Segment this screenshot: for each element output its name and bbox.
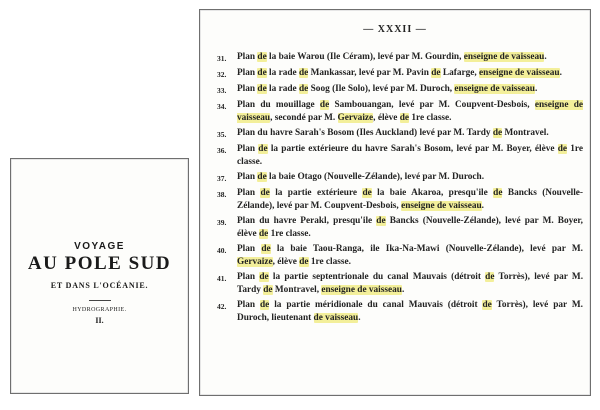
title-volume: II. — [95, 316, 104, 325]
search-highlight: de — [257, 84, 267, 94]
entry-text — [237, 215, 583, 241]
list-item — [217, 187, 583, 213]
entry-number: 39. — [217, 218, 227, 227]
title-subtitle: ET DANS L'OCÉANIE. — [50, 281, 149, 290]
search-highlight: de — [258, 229, 269, 239]
text-segment: Plan — [237, 172, 258, 182]
search-highlight: de — [299, 68, 309, 78]
text-segment: Sambouangan, levé par M. Coupvent-Desbois, — [329, 100, 535, 110]
entry-text — [237, 99, 583, 125]
text-segment: la partie septentrionale du canal Mauvais (détroit — [268, 272, 486, 282]
text-segment: Plan du mouillage — [237, 100, 320, 110]
entry-number: 31. — [217, 54, 227, 63]
entry-number: 40. — [217, 246, 227, 255]
entry-text — [237, 67, 583, 80]
search-highlight: enseigne de vaisseau — [454, 84, 535, 94]
entry-text — [237, 243, 583, 269]
entry-number: 36. — [217, 146, 227, 155]
search-highlight: de — [557, 144, 568, 154]
search-highlight: enseigne de vaisseau — [479, 68, 560, 78]
plan-list — [217, 51, 583, 327]
entry-text — [237, 299, 583, 325]
title-section: HYDROGRAPHIE. — [72, 307, 127, 313]
text-segment: Plan — [237, 272, 260, 282]
text-segment: Plan — [237, 188, 261, 198]
list-item — [217, 83, 583, 97]
search-highlight: de — [259, 272, 269, 282]
text-segment: 1re classe. — [409, 113, 452, 123]
text-segment: Plan — [237, 244, 262, 254]
entry-number: 32. — [217, 70, 227, 79]
text-segment: Plan — [237, 84, 258, 94]
text-segment: Plan — [237, 68, 258, 78]
text-segment: . — [559, 68, 562, 78]
search-highlight: de — [260, 188, 270, 198]
list-item — [217, 143, 583, 169]
text-segment: Plan — [237, 300, 260, 310]
text-segment: . — [358, 313, 361, 323]
entry-number: 34. — [217, 102, 227, 111]
list-item — [217, 67, 583, 81]
list-item — [217, 299, 583, 325]
text-segment: Plan — [237, 52, 258, 62]
search-highlight: enseigne de vaisseau — [401, 201, 482, 211]
entry-number: 38. — [217, 190, 227, 199]
list-item — [217, 243, 583, 269]
text-segment: . — [544, 52, 547, 62]
search-highlight: de — [261, 244, 271, 254]
text-segment: Mankassar, levé par M. Pavin — [308, 68, 432, 78]
entry-text — [237, 187, 583, 213]
search-highlight: de — [319, 100, 330, 110]
search-highlight: de — [258, 144, 268, 154]
title-page[interactable] — [10, 158, 189, 394]
search-highlight: de vaisseau — [313, 313, 359, 323]
text-segment: Plan du havre Sarah's Bosom (Iles Auckland) levé par M. Tardy — [237, 128, 493, 138]
text-segment: la partie extérieure du havre Sarah's Bosom, levé par M. Boyer, élève — [267, 144, 558, 154]
content-page[interactable] — [199, 9, 591, 396]
text-segment: Bancks (Nouvelle-Zélande), levé par M. Boyer, élève — [237, 216, 584, 239]
entry-text — [237, 271, 583, 297]
search-highlight: enseigne de vaisseau — [321, 285, 402, 295]
text-segment: Montravel. — [502, 128, 549, 138]
search-highlight: de — [492, 128, 503, 138]
text-segment: . — [534, 84, 538, 94]
text-segment: Plan — [237, 144, 259, 154]
list-item — [217, 51, 583, 65]
text-segment: . — [401, 285, 405, 295]
search-highlight: de — [299, 84, 309, 94]
entry-number: 35. — [217, 130, 227, 139]
text-segment: Lafarge, — [440, 68, 480, 78]
list-item — [217, 171, 583, 185]
search-highlight: de — [257, 52, 267, 62]
search-highlight: enseigne de vaisseau — [237, 100, 583, 123]
entry-number: 41. — [217, 274, 227, 283]
page-header: — XXXII — — [363, 24, 427, 35]
search-highlight: de — [263, 285, 273, 295]
search-highlight: Gervaize — [237, 257, 273, 267]
text-segment: , élève — [373, 113, 400, 123]
text-segment: 1re classe. — [308, 257, 351, 267]
text-segment: , secondé par M. — [270, 113, 338, 123]
entry-text — [237, 143, 583, 169]
search-highlight: de — [482, 300, 492, 310]
text-segment: Soog (Ile Solo), levé par M. Duroch, — [308, 84, 455, 94]
entry-text — [237, 127, 583, 140]
search-highlight: enseigne de vaisseau — [463, 52, 545, 62]
title-voyage: VOYAGE — [74, 241, 125, 252]
entry-text — [237, 83, 583, 96]
list-item — [217, 271, 583, 297]
entry-text — [237, 51, 583, 64]
text-segment: la baie Taou-Ranga, ile Ika-Na-Mawi (Nouvelle-Zélande), levé par M. — [270, 244, 584, 254]
list-item — [217, 127, 583, 141]
title-divider — [89, 300, 111, 301]
search-highlight: de — [362, 188, 372, 198]
search-highlight: de — [257, 172, 267, 182]
list-item — [217, 99, 583, 125]
search-highlight: de — [431, 68, 441, 78]
text-segment: la baie Akaroa, presqu'ile — [371, 188, 494, 198]
text-segment: Torrès), levé par M. Tardy — [237, 272, 584, 295]
text-segment: , élève — [272, 257, 300, 267]
entry-number: 42. — [217, 302, 227, 311]
entry-number: 33. — [217, 86, 227, 95]
text-segment: Bancks (Nouvelle-Zélande), levé par M. Coupvent-Desbois, — [237, 188, 583, 211]
text-segment: 1re classe. — [237, 144, 583, 167]
entry-number: 37. — [217, 174, 227, 183]
text-segment: la rade — [266, 84, 299, 94]
text-segment: . — [481, 201, 484, 211]
search-highlight: de — [493, 188, 503, 198]
text-segment: Montravel, — [272, 285, 322, 295]
text-segment: la partie extérieure — [269, 188, 363, 198]
text-segment: Torrès), levé par M. Duroch, lieutenant — [237, 300, 583, 323]
search-highlight: de — [376, 216, 386, 226]
text-segment: la partie méridionale du canal Mauvais (détroit — [269, 300, 483, 310]
list-item — [217, 215, 583, 241]
text-segment: la baie Warou (Ile Céram), levé par M. Gourdin, — [266, 52, 464, 62]
entry-text — [237, 171, 583, 184]
search-highlight: de — [257, 68, 267, 78]
search-highlight: de — [399, 113, 410, 123]
text-segment: 1re classe. — [268, 229, 311, 239]
title-main: AU POLE SUD — [27, 253, 172, 274]
search-highlight: de — [485, 272, 495, 282]
search-highlight: Gervaize — [337, 113, 374, 123]
text-segment: la rade — [266, 68, 299, 78]
search-highlight: de — [260, 300, 270, 310]
text-segment: Plan du havre Perakl, presqu'ile — [237, 216, 377, 226]
search-highlight: de — [299, 257, 309, 267]
text-segment: la baie Otago (Nouvelle-Zélande), levé par M. Duroch. — [266, 172, 485, 182]
